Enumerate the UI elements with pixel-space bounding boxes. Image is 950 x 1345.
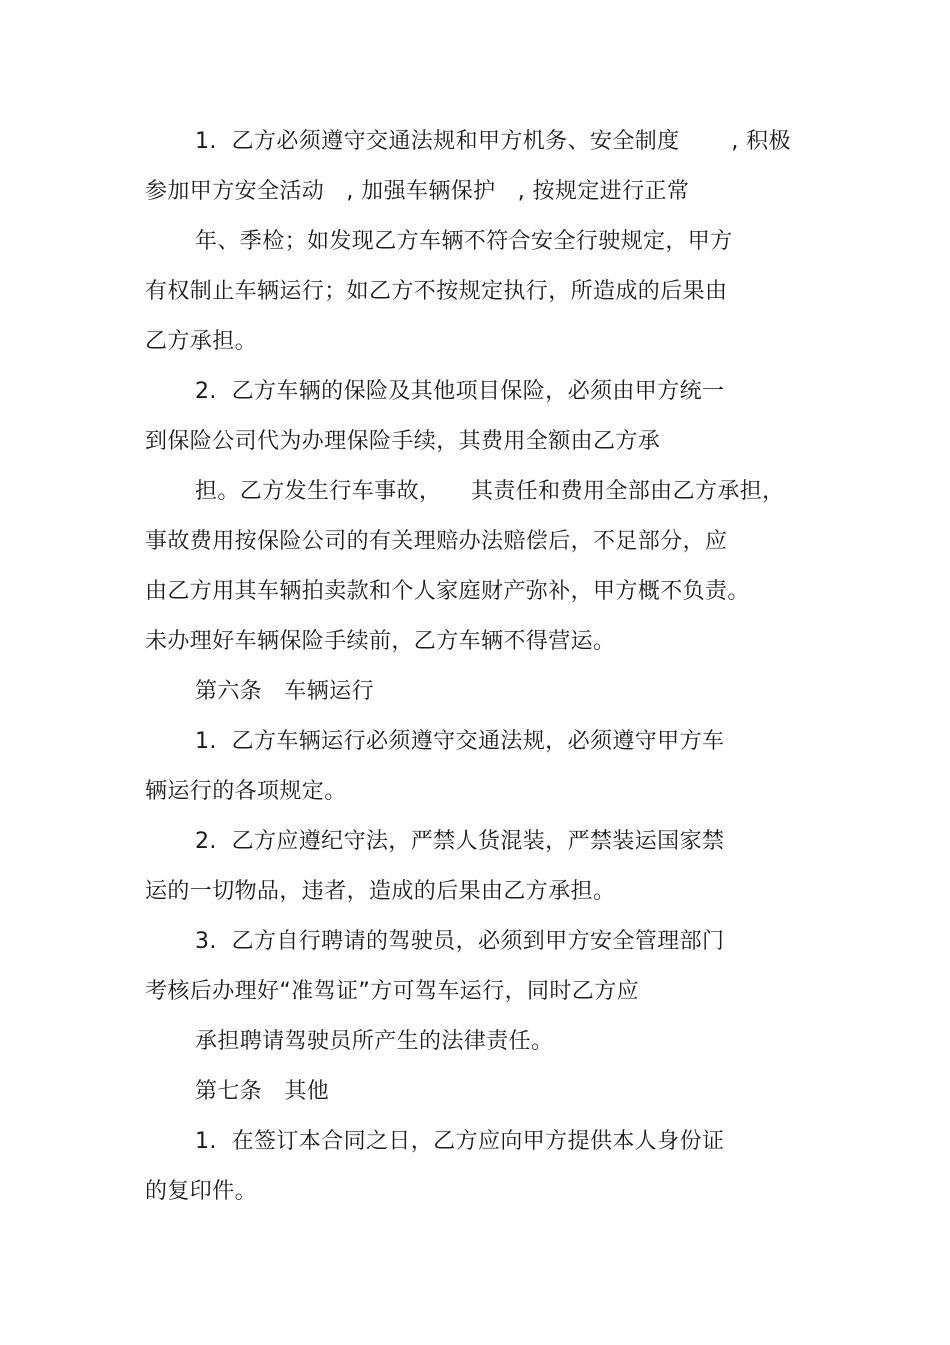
text-line: 考核后办理好“准驾证”方可驾车运行，同时乙方应 <box>145 979 639 1004</box>
text-line: 事故费用按保险公司的有关理赔办法赔偿后，不足部分，应 <box>145 529 728 554</box>
text-line: 1. 在签订本合同之日，乙方应向甲方提供本人身份证 <box>195 1129 725 1154</box>
text-line: 年、季检；如发现乙方车辆不符合安全行驶规定，甲方 <box>195 229 733 254</box>
text-line: 1. 乙方必须遵守交通法规和甲方机务、安全制度 , 积极 <box>195 129 791 154</box>
text-line: 担。乙方发生行车事故， 其责任和费用全部由乙方承担， <box>195 479 785 504</box>
text-line: 2. 乙方应遵纪守法，严禁人货混装，严禁装运国家禁 <box>195 829 725 854</box>
text-line: 乙方承担。 <box>145 329 258 354</box>
text-line: 运的一切物品，违者，造成的后果由乙方承担。 <box>145 879 616 904</box>
text-line: 2. 乙方车辆的保险及其他项目保险，必须由甲方统一 <box>195 379 725 404</box>
text-line: 未办理好车辆保险手续前，乙方车辆不得营运。 <box>145 629 616 654</box>
text-line: 承担聘请驾驶员所产生的法律责任。 <box>195 1029 554 1054</box>
text-line: 有权制止车辆运行；如乙方不按规定执行，所造成的后果由 <box>145 279 728 304</box>
text-line: 参加甲方安全活动 , 加强车辆保护 , 按规定进行正常 <box>145 179 690 204</box>
text-line: 的复印件。 <box>145 1179 258 1204</box>
section-heading: 第六条 车辆运行 <box>195 679 374 704</box>
text-line: 3. 乙方自行聘请的驾驶员，必须到甲方安全管理部门 <box>195 929 725 954</box>
text-line: 由乙方用其车辆拍卖款和个人家庭财产弥补，甲方概不负责。 <box>145 579 750 604</box>
text-line: 到保险公司代为办理保险手续，其费用全额由乙方承 <box>145 429 661 454</box>
text-line: 辆运行的各项规定。 <box>145 779 347 804</box>
text-line: 1. 乙方车辆运行必须遵守交通法规，必须遵守甲方车 <box>195 729 725 754</box>
section-heading: 第七条 其他 <box>195 1079 330 1104</box>
